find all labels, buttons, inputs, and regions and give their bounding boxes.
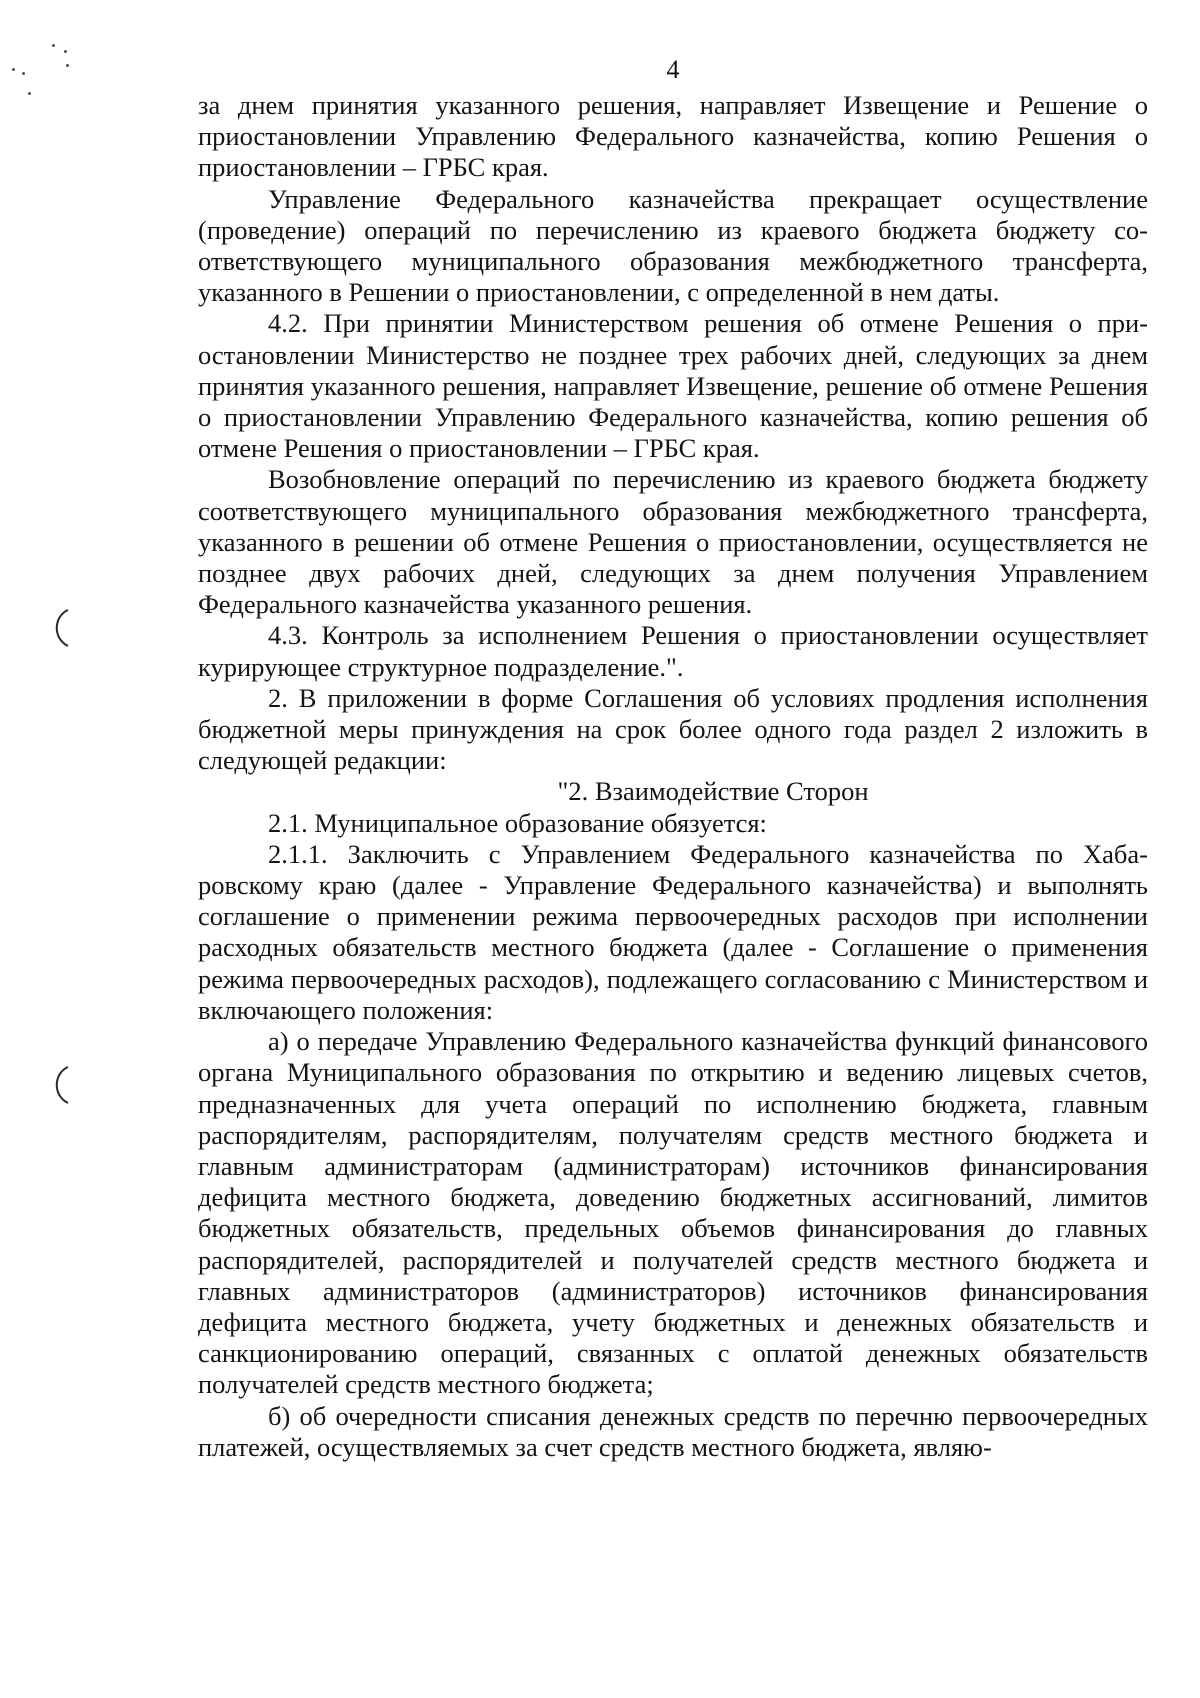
document-body: [198, 90, 1148, 1463]
paragraph-subitem-a: а) о передаче Управлению Федерального казначейства функций финансового органа Муниципального образования по открытию и ведению лицевых счетов, предназначенных для учета операций по исполнению бюджета, главным распорядителям, распорядителям, получателям средств местного бюджета и главным администраторам (администраторам) источников финансирования дефицита местного бюджета, доведению бюджетных ассигнований, лимитов бюджетных обязательств, предельных объемов финансирования до главных распорядителей, распорядителей и получателей средств местного бюджета и главных администраторов (администраторов) источников финансирования дефицита местного бюджета, учету бюджетных и денежных обязательств и санкционированию операций, связанных с оплатой денежных обязательств получателей средств местного бюджета;: [198, 1026, 1148, 1400]
paragraph-continuation: за днем принятия указанного решения, направляет Извещение и Решение о приостановлении Управлению Федерального казначейства, копию Решения о приостановлении – ГРБС края.: [198, 90, 1148, 183]
paragraph-subitem-b: б) об очередности списания денежных средств по перечню первоочередных платежей, осуществляемых за счет средств местного бюджета, являю-: [198, 1400, 1148, 1462]
scan-speck: [52, 44, 55, 47]
paragraph-4-2: 4.2. При принятии Министерством решения об отмене Решения о приостановлении Министерство не позднее трех рабочих дней, следующих за днем принятия указанного решения, направляет Извещение, решение об отмене Решения о приостановлении Управлению Федерального казначейства, копию решения об отмене Решения о приостановлении – ГРБС края.: [198, 308, 1148, 464]
scan-speck: [28, 92, 31, 95]
scan-speck: [22, 72, 25, 75]
punch-hole-mark-lower: [48, 1065, 74, 1105]
punch-hole-mark-upper: [48, 608, 74, 648]
paragraph-2-1: 2.1. Муниципальное образование обязуется:: [268, 807, 767, 838]
scan-speck: [12, 68, 15, 71]
section-heading: "2. Взаимодействие Сторон: [557, 776, 869, 807]
scan-speck: [66, 64, 69, 67]
scan-speck: [64, 50, 67, 53]
paragraph-4-3: 4.3. Контроль за исполнением Решения о приостановлении осуществляет курирующее структурное подразделение.".: [198, 620, 1148, 682]
page-number: 4: [666, 55, 680, 84]
paragraph-item-2: 2. В приложении в форме Соглашения об условиях продления исполнения бюджетной меры принуждения на срок более одного года раздел 2 изложить в следующей редакции:: [198, 682, 1148, 776]
paragraph-resumption: Возобновление операций по перечислению из краевого бюджета бюджету соответствующего муниципального образования межбюджетного трансферта, указанного в решении об отмене Решения о приостановлении, осуществляется не позднее двух рабочих дней, следующих за днем получения Управлением Федерального казначейства указанного решения.: [198, 464, 1148, 620]
paragraph-2-1-1: 2.1.1. Заключить с Управлением Федерального казначейства по Хабаровскому краю (далее - Управление Федерального казначейства) и выполнять соглашение о применении режима первоочередных расходов при исполнении расходных обязательств местного бюджета (далее - Соглашение о применения режима первоочередных расходов), подлежащего согласованию с Министерством и включающего положения:: [198, 838, 1148, 1025]
paragraph-treasury-suspension: Управление Федерального казначейства прекращает осуществление (проведение) операций по перечислению из краевого бюджета бюджету соответствующего муниципального образования межбюджетного трансферта, указанного в Решении о приостановлении, с определенной в нем даты.: [198, 183, 1148, 308]
